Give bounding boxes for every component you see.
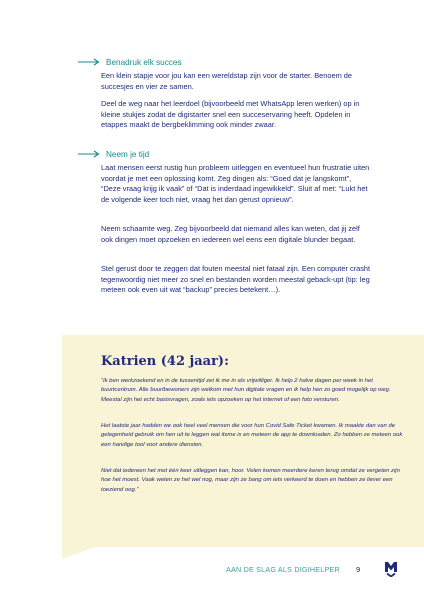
paragraph: Deel de weg naar het leerdoel (bijvoorbeeld met WhatsApp leren werken) op in kleine stukjes zodat de digistarter snel een succeservaring heeft. Opdelen in etappes maakt de bergbeklimming ook minder zwaar. <box>101 99 360 130</box>
page-number: 9 <box>356 565 361 574</box>
section-heading-row <box>78 56 182 68</box>
quote-paragraph: “Ik ben werkzoekend en in de tussentijd zet ik me in als vrijwilliger. Ik help 2 halve dagen per week in het buurtcentrum. Alle buurtbewoners zijn welkom met hun digitale vragen en ik help hen zo goed mogelijk op weg. Meestal zijn het echt basisvragen, zoals iets opzoeken op het internet of een foto versturen. <box>101 378 391 403</box>
arrow-right-icon <box>78 150 100 158</box>
speech-bubble-tail <box>62 546 98 560</box>
footer-title: AAN DE SLAG ALS DIGIHELPER <box>226 565 340 574</box>
section-heading: Benadruk elk succes <box>106 57 182 67</box>
paragraph: Een klein stapje voor jou kan een wereldstap zijn voor de starter. Benoem de succesjes en vier ze samen. <box>101 71 353 91</box>
quote-title: Katrien (42 jaar): <box>101 354 229 369</box>
section-heading-row <box>78 148 149 160</box>
paragraph: Stel gerust door te zeggen dat fouten meestal niet fataal zijn. Een computer crasht tegenwoordig niet meer zo snel en bestanden worden meestal geback-upt (tip: leg meteen ook even uit wat “backup” precies betekent…). <box>101 264 371 295</box>
page-footer <box>0 564 424 578</box>
section-heading: Neem je tijd <box>106 149 150 159</box>
brand-logo-icon <box>384 561 398 577</box>
arrow-right-icon <box>78 58 100 66</box>
paragraph: Laat mensen eerst rustig hun probleem uitleggen en eventueel hun frustratie uiten voordat je met een oplossing komt. Zeg dingen als: “Goed dat je langskomt”, “Deze vraag krijg ik vaak” of “Dat is inderdaad ingewikkeld”. Sluit af met: “Lukt het de volgende keer toch niet, vraag het dan gerust opnieuw”. <box>101 163 370 204</box>
quote-paragraph: Niet dat iedereen het met één keer uitleggen kan, hoor. Velen komen meerdere keren terug omdat ze vergeten zijn hoe het moest. Vaak weten ze het wel nog, maar zijn ze bang om iets verkeerd te doen en hebben ze liever een toeziend oog.” <box>101 468 400 493</box>
quote-paragraph: Het laatste jaar hadden we ook heel veel mensen die voor hun Covid Safe Ticket kwamen. Ik maakte dan van de gelegenheid gebruik om hen uit te leggen wat itsme is en meteen de app te downloaden. Zo hebben ze meteen ook een handige tool voor andere diensten. <box>101 423 403 448</box>
paragraph: Neem schaamte weg. Zeg bijvoorbeeld dat niemand alles kan weten, dat jij zelf ook dingen moet opzoeken en iedereen wel eens een digitale blunder begaat. <box>101 224 360 244</box>
